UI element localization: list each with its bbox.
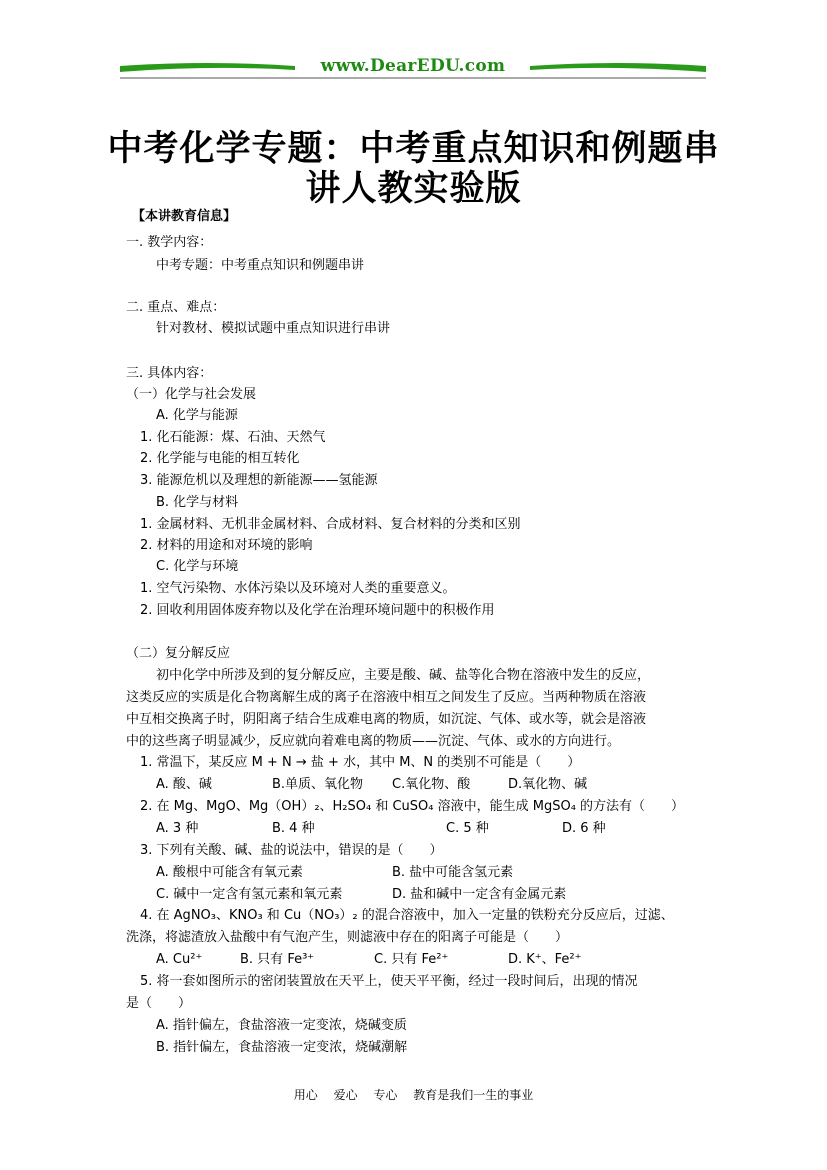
- option-a: A. 酸根中可能含有氧元素: [156, 865, 303, 880]
- option-c: C. 碱中一定含有氢元素和氧元素: [156, 887, 343, 902]
- page-footer: [0, 1086, 827, 1103]
- text-line: 2. 回收利用固体废弃物以及化学在治理环境问题中的积极作用: [140, 603, 495, 618]
- text-line: 1. 金属材料、无机非金属材料、合成材料、复合材料的分类和区别: [140, 517, 521, 532]
- option-a: A. Cu²⁺: [156, 952, 203, 967]
- question-line: 1. 常温下，某反应 M + N → 盐 + 水，其中 M、N 的类别不可能是（ ）: [140, 755, 581, 770]
- text-line: 针对教材、模拟试题中重点知识进行串讲: [156, 321, 391, 336]
- question-line: 4. 在 AgNO₃、KNO₃ 和 Cu（NO₃）₂ 的混合溶液中，加入一定量的铁粉充分反应后，过滤、: [140, 908, 674, 923]
- option-c: C. 5 种: [446, 821, 489, 836]
- option-d: D.氧化物、碱: [508, 777, 588, 792]
- site-header: [120, 52, 706, 82]
- text-line: 这类反应的实质是化合物离解生成的离子在溶液中相互之间发生了反应。当两种物质在溶液: [126, 690, 647, 705]
- footer-item: 专心: [373, 1088, 398, 1102]
- site-url: www.DearEDU.com: [320, 56, 506, 76]
- option-d: D. 6 种: [562, 821, 606, 836]
- option-b: B. 盐中可能含氢元素: [392, 865, 514, 880]
- text-line: 中的这些离子明显减少，反应就向着难电离的物质——沉淀、气体、或水的方向进行。: [126, 734, 621, 749]
- option-c: C.氧化物、酸: [392, 777, 471, 792]
- text-line: 2. 化学能与电能的相互转化: [140, 451, 300, 466]
- option-b: B. 指针偏左，食盐溶液一定变浓，烧碱潮解: [156, 1040, 408, 1055]
- option-a: A. 指针偏左，食盐溶液一定变浓，烧碱变质: [156, 1018, 407, 1033]
- text-line: （一）化学与社会发展: [126, 387, 257, 402]
- option-b: B.单质、氧化物: [272, 777, 364, 792]
- question-line: 洗涤，将滤渣放入盐酸中有气泡产生，则滤液中存在的阳离子可能是（ ）: [126, 930, 569, 945]
- text-line: 3. 能源危机以及理想的新能源——氢能源: [140, 473, 378, 488]
- option-d: D. 盐和碱中一定含有金属元素: [392, 887, 567, 902]
- option-a: A. 3 种: [156, 821, 199, 836]
- text-line: A. 化学与能源: [156, 408, 238, 423]
- text-line: 三. 具体内容：: [126, 366, 213, 381]
- option-b: B. 只有 Fe³⁺: [240, 952, 315, 967]
- question-line: 是（ ）: [126, 996, 192, 1011]
- option-d: D. K⁺、Fe²⁺: [508, 952, 582, 967]
- text-line: 一. 教学内容：: [126, 235, 213, 250]
- footer-item: 用心: [293, 1088, 318, 1102]
- text-line: 初中化学中所涉及到的复分解反应，主要是酸、碱、盐等化合物在溶液中发生的反应，: [156, 668, 651, 683]
- page-title-line2: 讲人教实验版: [305, 168, 522, 209]
- question-line: 2. 在 Mg、MgO、Mg（OH）₂、H₂SO₄ 和 CuSO₄ 溶液中，能生成 MgSO₄ 的方法有（ ）: [140, 799, 685, 814]
- text-line: 1. 空气污染物、水体污染以及环境对人类的重要意义。: [140, 581, 456, 596]
- text-line: B. 化学与材料: [156, 495, 239, 510]
- text-line: 1. 化石能源：煤、石油、天然气: [140, 430, 326, 445]
- text-line: 二. 重点、难点：: [126, 300, 226, 315]
- option-a: A. 酸、碱: [156, 777, 212, 792]
- text-line: （二）复分解反应: [126, 646, 231, 661]
- footer-item: 爱心: [333, 1088, 358, 1102]
- text-line: 2. 材料的用途和对环境的影响: [140, 538, 313, 553]
- question-line: 5. 将一套如图所示的密闭装置放在天平上，使天平平衡，经过一段时间后，出现的情况: [140, 974, 638, 989]
- page-title-line1: 中考化学专题：中考重点知识和例题串: [107, 128, 720, 169]
- option-b: B. 4 种: [272, 821, 315, 836]
- text-line: 中互相交换离子时，阴阳离子结合生成难电离的物质，如沉淀、气体、或水等，就会是溶液: [126, 712, 647, 727]
- question-line: 3. 下列有关酸、碱、盐的说法中，错误的是（ ）: [140, 843, 443, 858]
- option-c: C. 只有 Fe²⁺: [374, 952, 449, 967]
- text-line: 中考专题：中考重点知识和例题串讲: [156, 258, 365, 273]
- text-line: C. 化学与环境: [156, 559, 239, 574]
- footer-item: 教育是我们一生的事业: [413, 1088, 534, 1102]
- section-heading: 【本讲教育信息】: [132, 209, 237, 224]
